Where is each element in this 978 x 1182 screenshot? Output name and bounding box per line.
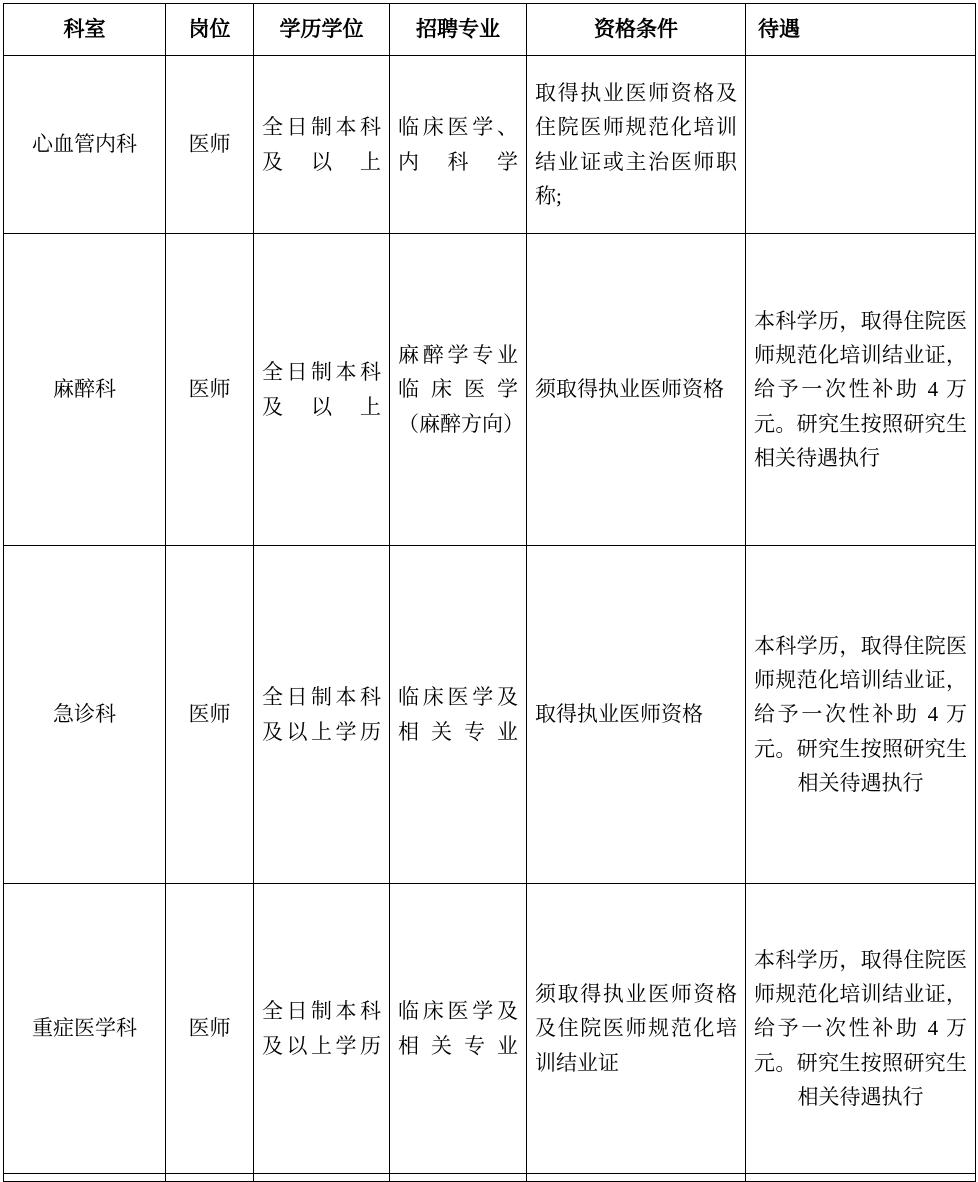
cell-post: 医师 bbox=[166, 884, 254, 1174]
cell-major: 麻醉学专业临床医学（麻醉方向） bbox=[390, 234, 527, 546]
table-row bbox=[4, 884, 976, 1174]
table-header bbox=[4, 4, 976, 56]
cell-education: 全日制本科及以上 bbox=[254, 234, 390, 546]
cell-department: 心血管内科 bbox=[4, 56, 166, 234]
cell-department: 麻醉科 bbox=[4, 234, 166, 546]
cell-post: 医师 bbox=[166, 56, 254, 234]
cell-department: 急诊科 bbox=[4, 546, 166, 884]
header-qualification: 资格条件 bbox=[527, 4, 746, 56]
document-page bbox=[0, 3, 978, 1181]
cell-major: 临床医学、内科学 bbox=[390, 56, 527, 234]
cell-qualification: 须取得执业医师资格 bbox=[527, 234, 746, 546]
header-post: 岗位 bbox=[166, 4, 254, 56]
table-body bbox=[4, 56, 976, 1182]
table-row bbox=[4, 546, 976, 884]
cell-qualification: 取得执业医师资格及住院医师规范化培训结业证或主治医师职称; bbox=[527, 56, 746, 234]
header-department: 科室 bbox=[4, 4, 166, 56]
header-education: 学历学位 bbox=[254, 4, 390, 56]
cell-treatment: 本科学历，取得住院医师规范化培训结业证，给予一次性补助 4 万元。研究生按照研究生相关待遇执行 bbox=[746, 546, 976, 884]
cell-department: 重症医学科 bbox=[4, 884, 166, 1174]
table-row bbox=[4, 56, 976, 234]
cell-post: 医师 bbox=[166, 234, 254, 546]
cell-treatment bbox=[746, 56, 976, 234]
table-row bbox=[4, 234, 976, 546]
cell-education: 全日制本科及以上学历 bbox=[254, 546, 390, 884]
cell-qualification: 取得执业医师资格 bbox=[527, 546, 746, 884]
header-treatment: 待遇 bbox=[746, 4, 976, 56]
cell-post: 医师 bbox=[166, 546, 254, 884]
cell-treatment: 本科学历，取得住院医师规范化培训结业证，给予一次性补助 4 万元。研究生按照研究生相关待遇执行 bbox=[746, 234, 976, 546]
cell-major: 临床医学及相关专业 bbox=[390, 546, 527, 884]
cell-treatment: 本科学历，取得住院医师规范化培训结业证，给予一次性补助 4 万元。研究生按照研究生相关待遇执行 bbox=[746, 884, 976, 1174]
cell-education: 全日制本科及以上学历 bbox=[254, 884, 390, 1174]
cell-major: 临床医学及相关专业 bbox=[390, 884, 527, 1174]
cell-education: 全日制本科及以上 bbox=[254, 56, 390, 234]
cell-qualification: 须取得执业医师资格及住院医师规范化培训结业证 bbox=[527, 884, 746, 1174]
header-row bbox=[4, 4, 976, 56]
recruitment-table bbox=[3, 3, 976, 1182]
header-major: 招聘专业 bbox=[390, 4, 527, 56]
